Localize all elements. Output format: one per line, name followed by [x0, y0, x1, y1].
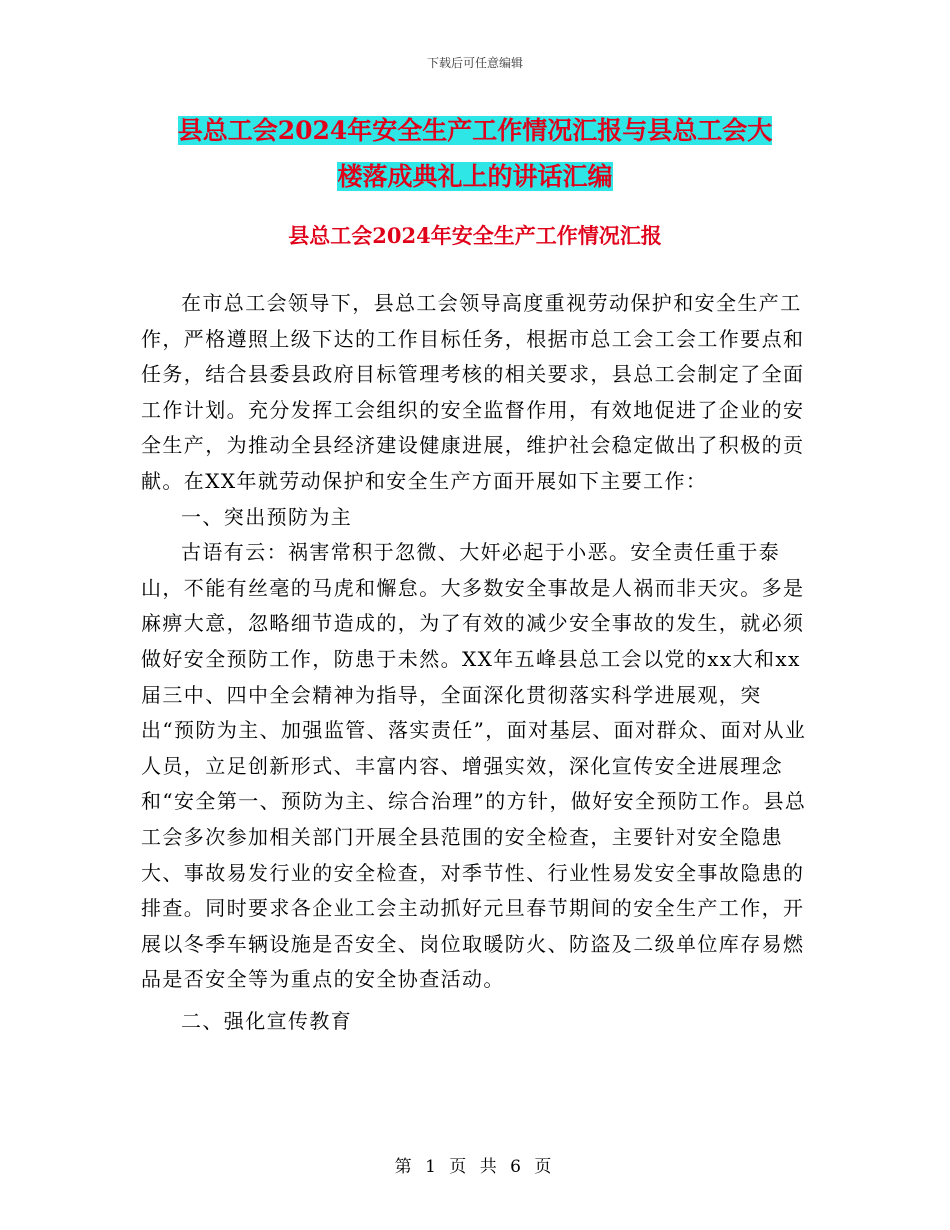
page-number-footer: 第 1 页 共 6 页: [394, 1157, 556, 1177]
section-title: 县总工会2024年安全生产工作情况汇报: [288, 223, 662, 248]
body-paragraph: 古语有云：祸害常积于忽微、大奸必起于小恶。安全责任重于泰山，不能有丝毫的马虎和懈怠。大多数安全事故是人祸而非天灾。多是麻痹大意，忽略细节造成的，为了有效的减少安全事故的发生，就必须做好安全预防工作，防患于未然。XX年五峰县总工会以党的xx大和xx届三中、四中全会精神为指导，全面深化贯彻落实科学进展观，突出“预防为主、加强监管、落实责任”，面对基层、面对群众、面对从业人员，立足创新形式、丰富内容、增强实效，深化宣传安全进展理念和“安全第一、预防为主、综合治理”的方针，做好安全预防工作。县总工会多次参加相关部门开展全县范围的安全检查，主要针对安全隐患大、事故易发行业的安全检查，对季节性、行业性易发安全事故隐患的排查。同时要求各企业工会主动抓好元旦春节期间的安全生产工作，开展以冬季车辆设施是否安全、岗位取暖防火、防盗及二级单位库存易燃品是否安全等为重点的安全协查活动。: [141, 540, 807, 992]
document-title-line-2: 楼落成典礼上的讲话汇编: [337, 162, 613, 191]
body-paragraph: 在市总工会领导下，县总工会领导高度重视劳动保护和安全生产工作，严格遵照上级下达的工作目标任务，根据市总工会工会工作要点和任务，结合县委县政府目标管理考核的相关要求，县总工会制定了全面工作计划。充分发挥工会组织的安全监督作用，有效地促进了企业的安全生产，为推动全县经济建设健康进展，维护社会稳定做出了积极的贡献。在XX年就劳动保护和安全生产方面开展如下主要工作：: [141, 291, 805, 493]
document-title-line-1: 县总工会2024年安全生产工作情况汇报与县总工会大: [177, 116, 773, 145]
document-title: [120, 108, 830, 200]
section-heading: 一、突出预防为主: [181, 504, 353, 529]
section-heading: 二、强化宣传教育: [181, 1008, 353, 1033]
document-body: [141, 286, 809, 1039]
header-note: 下载后可任意编辑: [426, 56, 523, 70]
